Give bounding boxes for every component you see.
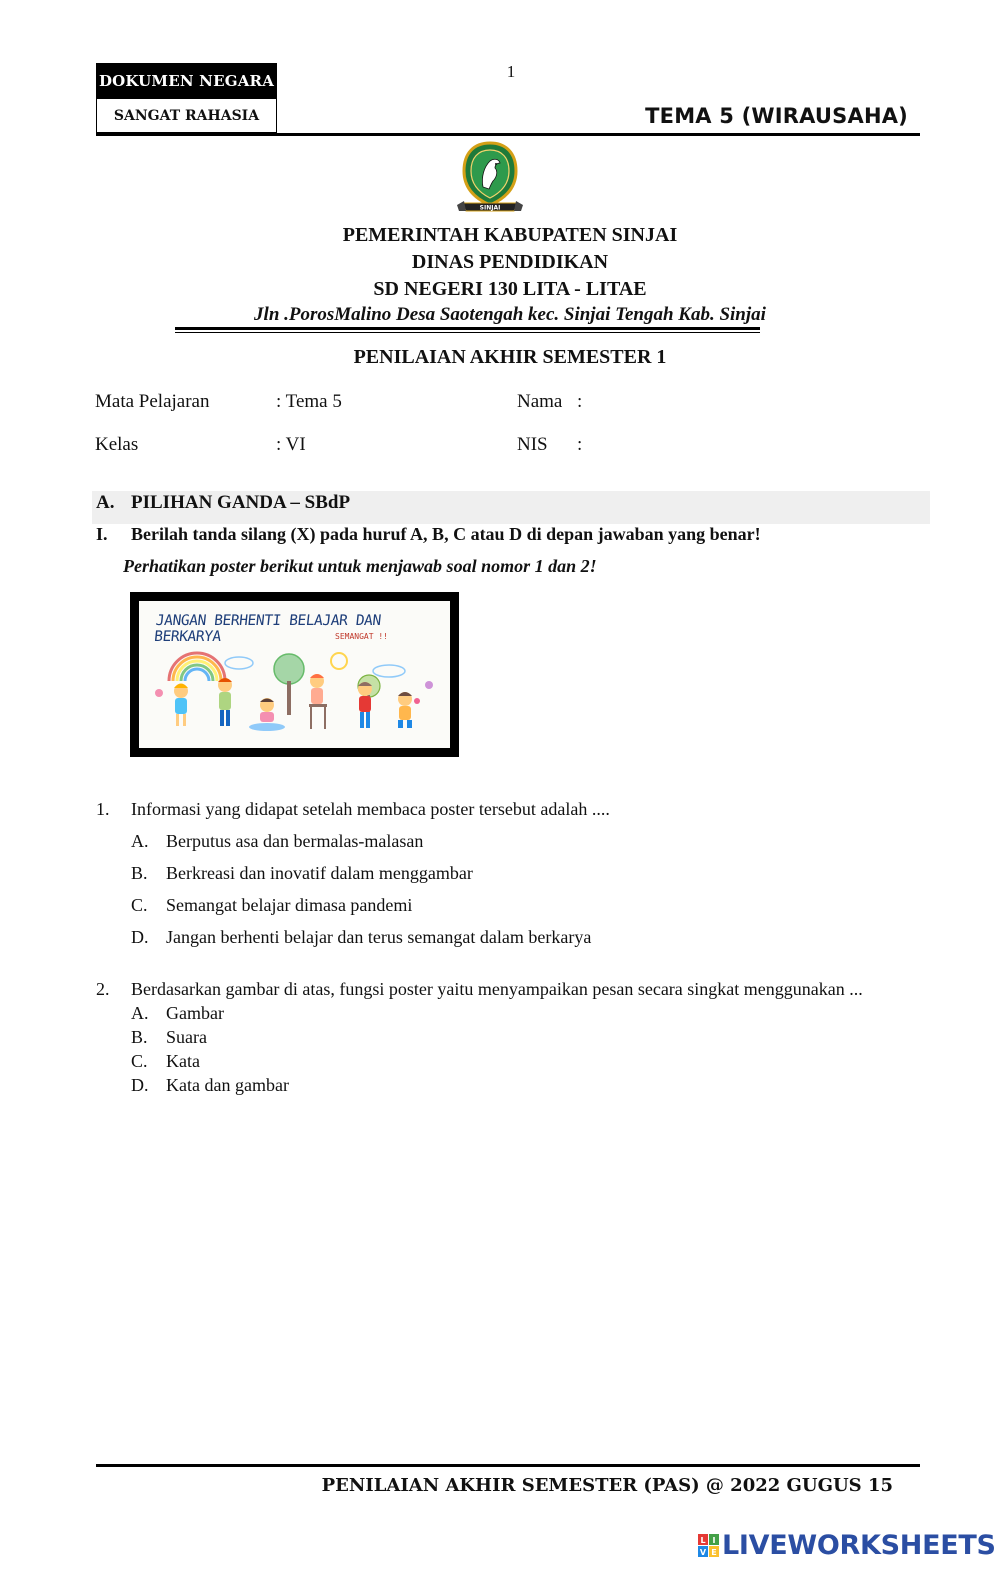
- option-letter[interactable]: A.: [131, 1003, 149, 1023]
- question-text: Informasi yang didapat setelah membaca poster tersebut adalah ....: [131, 799, 610, 819]
- footer-text: PENILAIAN AKHIR SEMESTER (PAS) @ 2022 GUGUS 15: [321, 1475, 893, 1496]
- option-text[interactable]: Suara: [166, 1027, 207, 1047]
- subject-value: : Tema 5: [276, 391, 342, 412]
- instruction-number: I.: [96, 524, 108, 544]
- poster-subtitle: SEMANGAT !!: [335, 632, 388, 641]
- class-value: : VI: [276, 434, 306, 455]
- letterhead-school: SD NEGERI 130 LITA - LITAE: [373, 278, 647, 300]
- letterhead-divider-thin: [175, 332, 760, 333]
- option-text[interactable]: Jangan berhenti belajar dan terus semangat dalam berkarya: [166, 927, 592, 947]
- badge-letter-l: L: [700, 1536, 706, 1545]
- option-letter[interactable]: C.: [131, 895, 148, 915]
- regency-emblem-icon: [456, 141, 524, 215]
- question-number: 2.: [96, 979, 110, 999]
- option-letter[interactable]: B.: [131, 863, 148, 883]
- poster-title: JANGAN BERHENTI BELAJAR DAN BERKARYA: [153, 613, 382, 645]
- footer-divider: [96, 1464, 920, 1467]
- subject-label: Mata Pelajaran: [95, 391, 210, 412]
- letterhead-department: DINAS PENDIDIKAN: [411, 251, 609, 273]
- option-letter[interactable]: B.: [131, 1027, 148, 1047]
- option-letter[interactable]: A.: [131, 831, 149, 851]
- instruction-text: Berilah tanda silang (X) pada huruf A, B, C atau D di depan jawaban yang benar!: [131, 524, 761, 544]
- option-text[interactable]: Berkreasi dan inovatif dalam menggambar: [166, 863, 473, 883]
- question-number: 1.: [96, 799, 110, 819]
- option-text[interactable]: Semangat belajar dimasa pandemi: [166, 895, 413, 915]
- question-text: Berdasarkan gambar di atas, fungsi poster yaitu menyampaikan pesan secara singkat menggunakan ...: [131, 979, 863, 999]
- option-text[interactable]: Berputus asa dan bermalas-malasan: [166, 831, 424, 851]
- name-field[interactable]: :: [577, 391, 583, 412]
- sub-instruction: Perhatikan poster berikut untuk menjawab soal nomor 1 dan 2!: [123, 556, 597, 576]
- page-number: 1: [506, 62, 516, 81]
- classification-stamp-bottom: SANGAT RAHASIA: [96, 99, 277, 133]
- letterhead-divider: [175, 327, 760, 330]
- emblem-caption: SINJAI: [479, 204, 501, 212]
- liveworksheets-logo-icon: [698, 1534, 720, 1558]
- option-letter[interactable]: D.: [131, 1075, 149, 1095]
- name-label: Nama: [517, 391, 563, 412]
- badge-letter-i: I: [712, 1536, 716, 1545]
- section-letter: A.: [96, 492, 115, 513]
- header-divider: [96, 133, 920, 136]
- badge-letter-e: E: [711, 1548, 717, 1557]
- children-painting-illustration: [139, 641, 450, 748]
- letterhead-government: PEMERINTAH KABUPATEN SINJAI: [342, 224, 678, 246]
- option-letter[interactable]: C.: [131, 1051, 148, 1071]
- option-text[interactable]: Kata dan gambar: [166, 1075, 289, 1095]
- exam-title: PENILAIAN AKHIR SEMESTER 1: [353, 346, 667, 368]
- class-label: Kelas: [95, 434, 139, 455]
- option-letter[interactable]: D.: [131, 927, 149, 947]
- nis-field[interactable]: :: [577, 434, 583, 455]
- theme-title: TEMA 5 (WIRAUSAHA): [645, 104, 908, 128]
- classification-stamp-top: DOKUMEN NEGARA: [96, 63, 277, 99]
- option-text[interactable]: Gambar: [166, 1003, 224, 1023]
- poster-image: [130, 592, 459, 757]
- section-title: PILIHAN GANDA – SBdP: [131, 492, 351, 513]
- letterhead-address: Jln .PorosMalino Desa Saotengah kec. Sinjai Tengah Kab. Sinjai: [254, 304, 766, 325]
- badge-letter-v: V: [699, 1548, 707, 1557]
- nis-label: NIS: [517, 434, 548, 455]
- liveworksheets-brand[interactable]: LIVEWORKSHEETS: [722, 1530, 996, 1561]
- option-text[interactable]: Kata: [166, 1051, 200, 1071]
